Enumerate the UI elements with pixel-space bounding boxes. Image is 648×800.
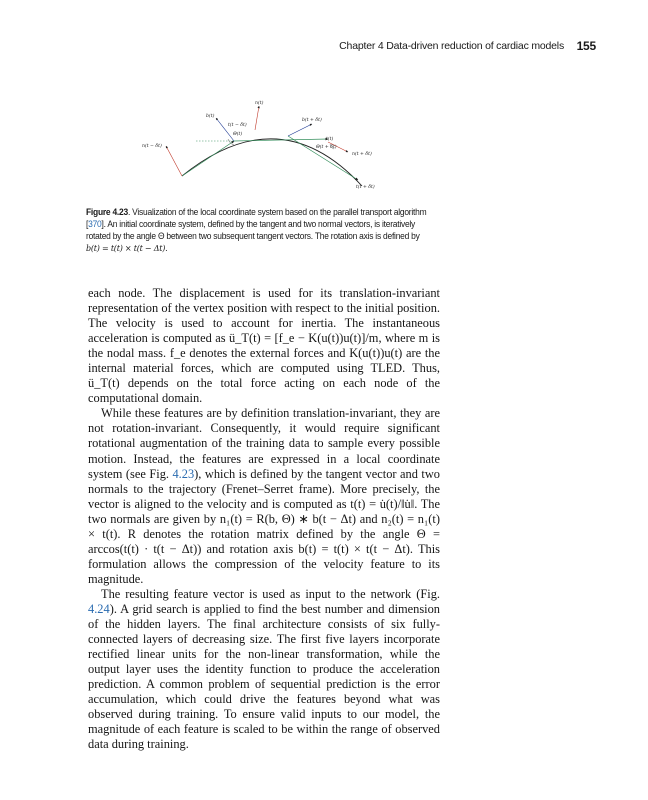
- caption-text-1: Visualization of the local coordinate system based on the parallel transport algorithm [: [86, 207, 427, 229]
- label-b-next: b(t + δt): [302, 118, 322, 123]
- label-theta-t: Θ(t): [233, 132, 243, 137]
- caption-formula: b(t) = t(t) × t(t − Δt).: [86, 243, 168, 253]
- label-n-prev: n(t − δt): [142, 144, 162, 149]
- tangent-arrow-prev: [182, 141, 234, 176]
- tangent-arrow-next: [288, 136, 358, 180]
- figure-caption: Figure 4.23. Visualization of the local coordinate system based on the parallel transport algorithm [370]. An initial coordinate system, defined by the tangent and two normal vectors, is iteratively rotated by the angle Θ between two subsequent tangent vectors. The rotation axis is defined by b(t) = t(t) × t(t − Δt).: [86, 207, 427, 253]
- paragraph-2: [88, 406, 440, 587]
- paragraph-3-text-b: ). A grid search is applied to find the best number and dimension of the hidden layers. The final architecture consists of six fully-connected layers of decreasing size. The first five layers incorporate rectified linear units for the non-linear transformation, while the output layer uses the identity function to produce the acceleration prediction. A common problem of sequential prediction is the error accumulation, which could drive the features beyond what was observed during training. To ensure valid inputs to our model, the magnitude of each feature is scaled to be within the range of observed data during training.: [88, 601, 440, 752]
- binormal-arrow-next: [288, 124, 312, 136]
- caption-citation-link[interactable]: 370: [88, 219, 102, 229]
- label-t-prev: t(t − δt): [228, 123, 247, 128]
- normal-arrow-prev: [166, 146, 182, 176]
- label-t-t: t(t): [326, 137, 334, 142]
- label-n-next: n(t + δt): [352, 152, 372, 157]
- figure-ref-link-4-24[interactable]: 4.24: [88, 601, 110, 616]
- body-text: [88, 286, 440, 752]
- normal-arrow-t: [255, 106, 259, 130]
- page-number: 155: [576, 39, 596, 53]
- figure-label: Figure 4.23: [86, 207, 128, 217]
- paragraph-2-text-b: ), which is defined by the tangent vector and two normals to the trajectory (Frenet–Serret frame). More precisely, the vector is aligned to the velocity and is computed as t(t) = u̇(t)/‖u̇‖. The two normals are given by n₁(t) = R(b, Θ) ∗ b(t − Δt) and n₂(t) = n₁(t) × t(t). R denotes the rotation matrix defined by the angle Θ = arccos(t(t) · t(t − Δt)) and rotation axis b(t) = t(t) × t(t − Δt). This formulation allows the compression of the velocity feature to its magnitude.: [88, 466, 440, 586]
- label-theta-next: Θ(t + δt): [316, 145, 337, 150]
- paragraph-3-text-a: The resulting feature vector is used as input to the network (Fig.: [101, 586, 440, 601]
- paragraph-2-text-a: While these features are by definition translation-invariant, they are not rotation-invariant. Consequently, it would require significant rotational augmentation of the training data to sample every possible motion. Instead, the features are expressed in a local coordinate system (see Fig.: [88, 406, 440, 481]
- parallel-transport-diagram: [130, 92, 420, 200]
- label-b-t: b(t): [206, 114, 215, 119]
- running-header: [86, 40, 596, 56]
- label-n-t: n(t): [255, 101, 264, 106]
- paragraph-1: each node. The displacement is used for its translation-invariant representation of the vertex position with respect to the initial position. The velocity is used to account for inertia. The instantaneous acceleration is computed as ü_T(t) = [f_e − K(u(t))u(t)]/m, where m is the nodal mass. f_e denotes the external forces and K(u(t))u(t) are the internal material forces, which are computed using TLED. Thus, ü_T(t) depends on the total force acting on each node of the computational domain.: [88, 286, 440, 406]
- label-t-next: t(t + δt): [356, 185, 375, 190]
- figure-ref-link-4-23[interactable]: 4.23: [172, 466, 195, 481]
- caption-text-2: ]. An initial coordinate system, defined by the tangent and two normal vectors, is iteratively rotated by the angle Θ between two subsequent tangent vectors. The rotation axis is defined by: [86, 219, 420, 241]
- binormal-arrow-t: [216, 118, 234, 141]
- chapter-title: Chapter 4 Data-driven reduction of cardiac models: [339, 40, 564, 52]
- paragraph-3: [88, 587, 440, 753]
